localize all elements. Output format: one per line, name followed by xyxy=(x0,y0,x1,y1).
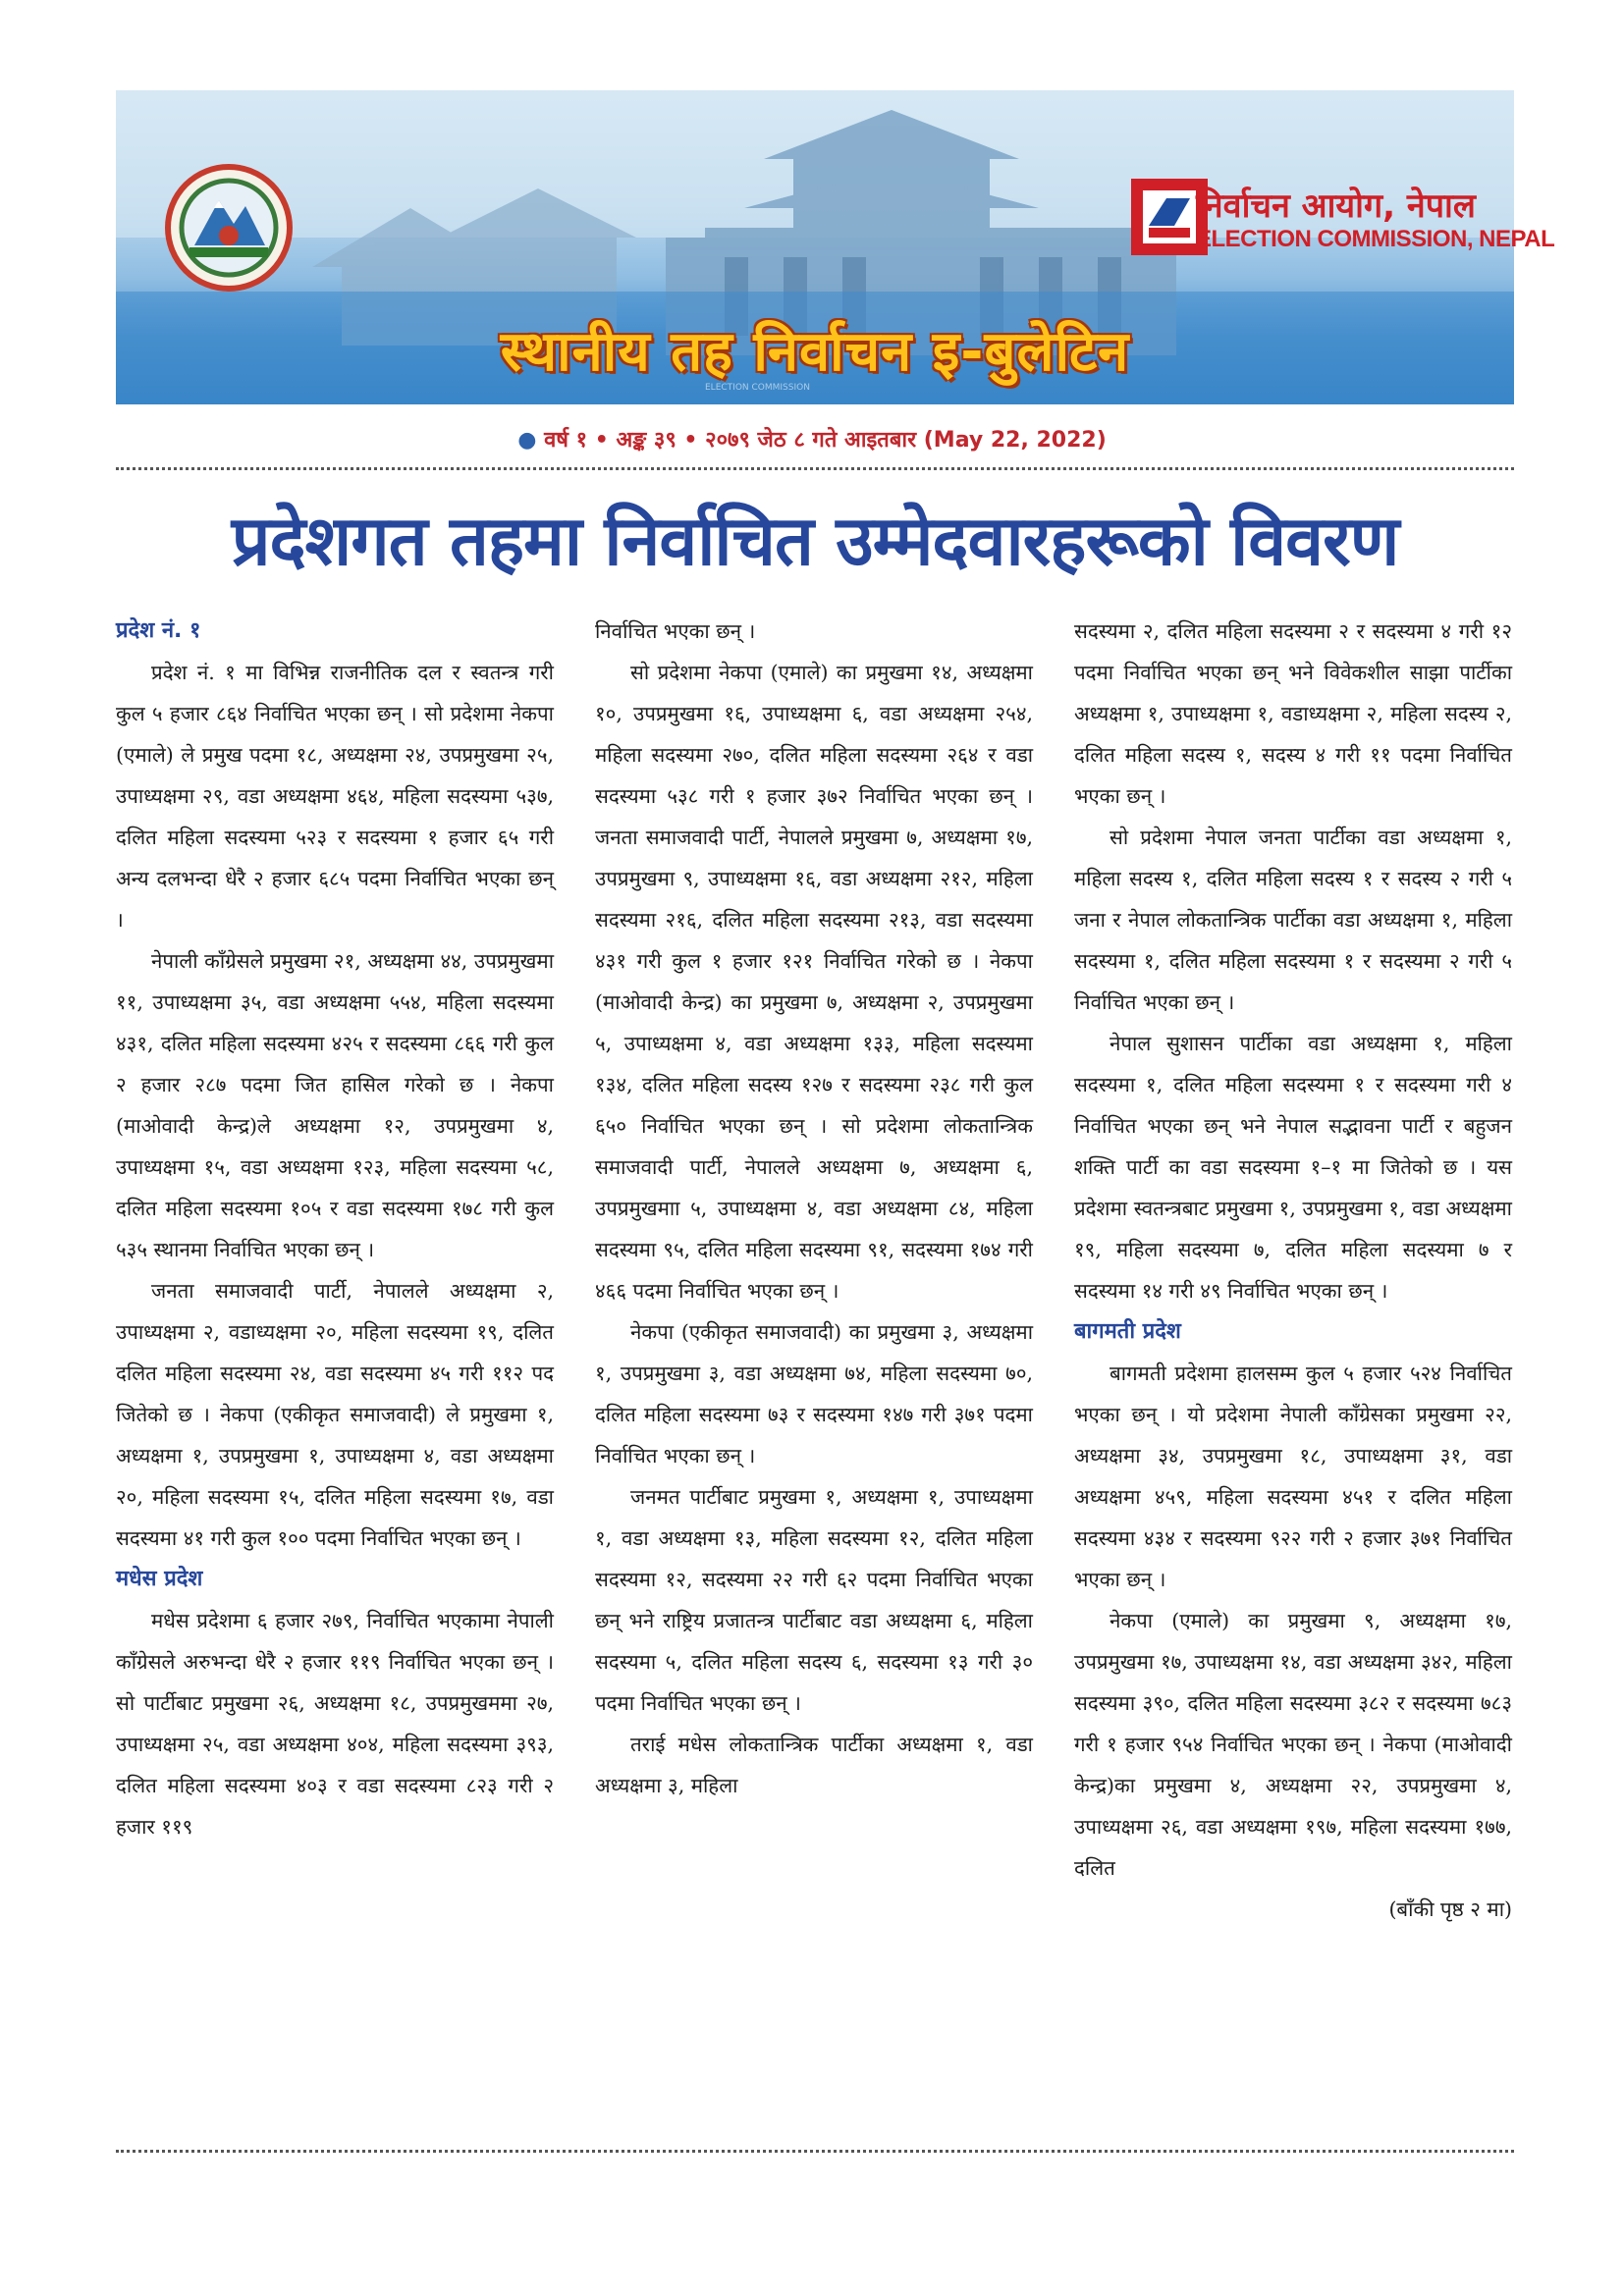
article-paragraph: सो प्रदेशमा नेकपा (एमाले) का प्रमुखमा १४, अध्यक्षमा १०, उपप्रमुखमा १६, उपाध्यक्षमा ६, वडा अध्यक्षमा २५४, महिला सदस्यमा २७०, दलित महिला सदस्यमा २६४ र वडा सदस्यमा ५३८ गरी १ हजार ३७२ निर्वाचित भएका छन् । जनता समाजवादी पार्टी, नेपालले प्रमुखमा ७, अध्यक्षमा १७, उपप्रमुखमा ९, उपाध्यक्षमा १६, वडा अध्यक्षमा २१२, महिला सदस्यमा २१६, दलित महिला सदस्यमा २१३, वडा सदस्यमा ४३१ गरी कुल १ हजार १२१ निर्वाचित गरेको छ । नेकपा (माओवादी केन्द्र) का प्रमुखमा ७, अध्यक्षमा २, उपप्रमुखमा ५, उपाध्यक्षमा ४, वडा अध्यक्षमा १३३, महिला सदस्यमा १३४, दलित महिला सदस्य १२७ र सदस्यमा २३८ गरी कुल ६५० निर्वाचित भएका छन् । सो प्रदेशमा लोकतान्त्रिक समाजवादी पार्टी, नेपालले अध्यक्षमा ७, अध्यक्षमा ६, उपप्रमुखमाा ५, उपाध्यक्षमा ४, वडा अध्यक्षमा ८४, महिला सदस्यमा ९५, दलित महिला सदस्यमा ९१, सदस्यमा १७४ गरी ४६६ पदमा निर्वाचित भएका छन् । xyxy=(595,661,1033,1303)
top-divider xyxy=(116,467,1514,470)
bulletin-banner xyxy=(116,90,1555,404)
article-paragraph: जनमत पार्टीबाट प्रमुखमा १, अध्यक्षमा १, उपाध्यक्षमा १, वडा अध्यक्षमा १३, महिला सदस्यमा १२, दलित महिला सदस्यमा १२, सदस्यमा २२ गरी ६२ पदमा निर्वाचित भएका छन् भने राष्ट्रिय प्रजातन्त्र पार्टीबाट वडा अध्यक्षमा ६, महिला सदस्यमा ५, दलित महिला सदस्य ६, सदस्यमा १३ गरी ३० पदमा निर्वाचित भएका छन् । xyxy=(595,1485,1033,1715)
section-heading-bagmati: बागमती प्रदेश xyxy=(1074,1319,1181,1344)
article-paragraph: निर्वाचित भएका छन् । xyxy=(595,619,756,643)
article-column-3 xyxy=(1074,611,1512,2130)
article-paragraph: प्रदेश नं. १ मा विभिन्न राजनीतिक दल र स्वतन्त्र गरी कुल ५ हजार ८६४ निर्वाचित भएका छन् । सो प्रदेशमा नेकपा (एमाले) ले प्रमुख पदमा १८, अध्यक्षमा २४, उपप्रमुखमा २५, उपाध्यक्षमा २९, वडा अध्यक्षमा ४६४, महिला सदस्यमा ५३७, दलित महिला सदस्यमा ५२३ र सदस्यमा १ हजार ६५ गरी अन्य दलभन्दा धेरै २ हजार ६८५ पदमा निर्वाचित भएका छन् । xyxy=(116,661,554,932)
page-headline: प्रदेशगत तहमा निर्वाचित उम्मेदवारहरूको विवरण xyxy=(231,501,1399,581)
article-paragraph: नेकपा (एमाले) का प्रमुखमा ९, अध्यक्षमा १७, उपप्रमुखमा १७, उपाध्यक्षमा १४, वडा अध्यक्षमा ३४२, महिला सदस्यमा ३९०, दलित महिला सदस्यमा ३८२ र सदस्यमा ७८३ गरी १ हजार ९५४ निर्वाचित भएका छन् । नेकपा (माओवादी केन्द्र)का प्रमुखमा ४, अध्यक्षमा २२, उपप्रमुखमा ४, उपाध्यक्षमा २६, वडा अध्यक्षमा १९७, महिला सदस्यमा १७७, दलित xyxy=(1074,1609,1512,1880)
bullet-icon: ● xyxy=(517,428,537,453)
article-paragraph: सो प्रदेशमा नेपाल जनता पार्टीका वडा अध्यक्षमा १, महिला सदस्य १, दलित महिला सदस्य १ र सदस्य २ गरी ५ जना र नेपाल लोकतान्त्रिक पार्टीका वडा अध्यक्षमा १, महिला सदस्यमा १, दलित महिला सदस्यमा १ र सदस्यमा २ गरी ५ निर्वाचित भएका छन् । xyxy=(1074,826,1512,1014)
article-paragraph: मधेस प्रदेशमा ६ हजार २७९, निर्वाचित भएकामा नेपाली काँग्रेसले अरुभन्दा धेरै २ हजार ११९ निर्वाचित भएका छन् । सो पार्टीबाट प्रमुखमा २६, अध्यक्षमा १८, उपप्रमुखममा २७, उपाध्यक्षमा २५, वडा अध्यक्षमा ४०४, महिला सदस्यमा ३९३, दलित महिला सदस्यमा ४०३ र वडा सदस्यमा ८२३ गरी २ हजार ११९ xyxy=(116,1609,554,1839)
bulletin-title: स्थानीय तह निर्वाचन इ-बुलेटिन xyxy=(500,320,1130,384)
section-heading-province-1: प्रदेश नं. १ xyxy=(116,618,201,643)
building-sign-text: ELECTION COMMISSION xyxy=(705,383,810,393)
article-paragraph: बागमती प्रदेशमा हालसम्म कुल ५ हजार ५२४ निर्वाचित भएका छन् । यो प्रदेशमा नेपाली काँग्रेसका प्रमुखमा २२, अध्यक्षमा ३४, उपप्रमुखमा १८, उपाध्यक्षमा ३१, वडा अध्यक्षमा ४५९, महिला सदस्यमा ४५१ र दलित महिला सदस्यमा ४३४ र सदस्यमा ९२२ गरी २ हजार ३७१ निर्वाचित भएका छन् । xyxy=(1074,1362,1512,1591)
org-name-english: ELECTION COMMISSION, NEPAL xyxy=(1196,226,1555,252)
article-paragraph: नेकपा (एकीकृत समाजवादी) का प्रमुखमा ३, अध्यक्षमा १, उपप्रमुखमा ३, वडा अध्यक्षमा ७४, महिला सदस्यमा ७०, दलित महिला सदस्यमा ७३ र सदस्यमा १४७ गरी ३७१ पदमा निर्वाचित भएका छन् । xyxy=(595,1320,1033,1468)
article-paragraph: नेपाली काँग्रेसले प्रमुखमा २१, अध्यक्षमा ४४, उपप्रमुखमा ११, उपाध्यक्षमा ३५, वडा अध्यक्षमा ५५४, महिला सदस्यमा ४३१, दलित महिला सदस्यमा ४२५ र सदस्यमा ८६६ गरी कुल २ हजार २८७ पदमा जित हासिल गरेको छ । नेकपा (माओवादी केन्द्र)ले अध्यक्षमा १२, उपप्रमुखमा ४, उपाध्यक्षमा १५, वडा अध्यक्षमा १२३, महिला सदस्यमा ५८, दलित महिला सदस्यमा १०५ र वडा सदस्यमा १७८ गरी कुल ५३५ स्थानमा निर्वाचित भएका छन् । xyxy=(116,949,554,1261)
nepal-emblem-icon xyxy=(168,167,290,289)
section-heading-madhesh: मधेस प्रदेश xyxy=(116,1567,203,1591)
article-column-1 xyxy=(116,611,554,2130)
article-paragraph: सदस्यमा २, दलित महिला सदस्यमा २ र सदस्यमा ४ गरी १२ पदमा निर्वाचित भएका छन् भने विवेकशील साझा पार्टीका अध्यक्षमा १, उपाध्यक्षमा १, वडाध्यक्षमा २, महिला सदस्य २, दलित महिला सदस्य १, सदस्य ४ गरी ११ पदमा निर्वाचित भएका छन् । xyxy=(1074,619,1512,808)
issue-details: वर्ष १ • अङ्क ३९ • २०७९ जेठ ८ गते आइतबार (May 22, 2022) xyxy=(544,428,1107,453)
continued-note: (बाँकी पृष्ठ २ मा) xyxy=(1388,1897,1512,1921)
article-paragraph: जनता समाजवादी पार्टी, नेपालले अध्यक्षमा २, उपाध्यक्षमा २, वडाध्यक्षमा २०, महिला सदस्यमा १९, दलित दलित महिला सदस्यमा २४, वडा सदस्यमा ४५ गरी ११२ पद जितेको छ । नेकपा (एकीकृत समाजवादी) ले प्रमुखमा १, अध्यक्षमा १, उपप्रमुखमा १, उपाध्यक्षमा ४, वडा अध्यक्षमा २०, महिला सदस्यमा १५, दलित महिला सदस्यमा १७, वडा सदस्यमा ४१ गरी कुल १०० पदमा निर्वाचित भएका छन् । xyxy=(116,1279,554,1550)
article-paragraph: तराई मधेस लोकतान्त्रिक पार्टीका अध्यक्षमा १, वडा अध्यक्षमा ३, महिला xyxy=(595,1733,1033,1797)
org-name-nepali: निर्वाचन आयोग, नेपाल xyxy=(1196,187,1476,226)
issue-line xyxy=(0,424,1624,454)
article-column-2 xyxy=(595,611,1033,2130)
bottom-divider xyxy=(116,2150,1514,2153)
article-paragraph: नेपाल सुशासन पार्टीका वडा अध्यक्षमा १, महिला सदस्यमा १, दलित महिला सदस्यमा १ र सदस्यमा गरी ४ निर्वाचित भएका छन् भने नेपाल सद्भावना पार्टी र बहुजन शक्ति पार्टी का वडा सदस्यमा १–१ मा जितेको छ । यस प्रदेशमा स्वतन्त्रबाट प्रमुखमा १, उपप्रमुखमा १, वडा अध्यक्षमा १९, महिला सदस्यमा ७, दलित महिला सदस्यमा ७ र सदस्यमा १४ गरी ४९ निर्वाचित भएका छन् । xyxy=(1074,1032,1512,1303)
